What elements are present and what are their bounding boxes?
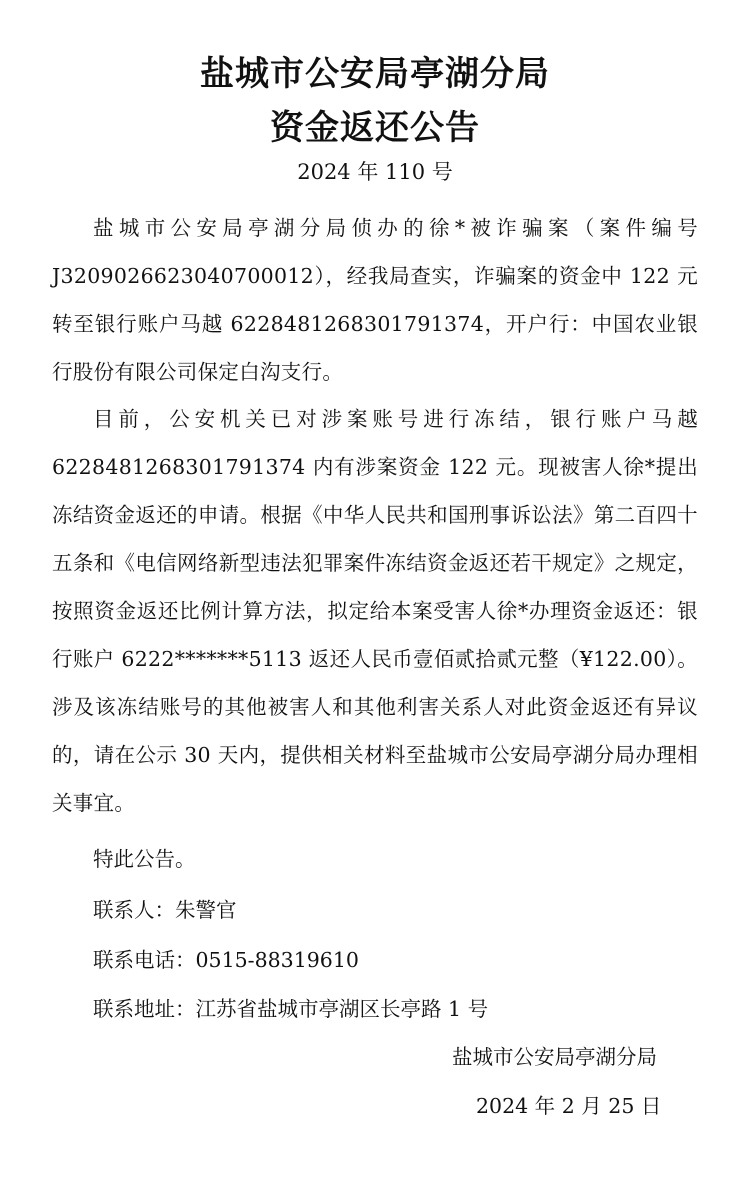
refund-paragraph: 目前，公安机关已对涉案账号进行冻结，银行账户马越6228481268301791374 内有涉案资金 122 元。现被害人徐*提出冻结资金返还的申请。根据《中华人民共和国刑事诉讼法》第二百四十五条和《电信网络新型违法犯罪案件冻结资金返还若干规定》之规定，按照资金返还比例计算方法，拟定给本案受害人徐*办理资金返还：银行账户 6222*******5113 返还人民币壹佰贰拾贰元整（¥122.00）。涉及该冻结账号的其他被害人和其他利害关系人对此资金返还有异议的，请在公示 30 天内，提供相关材料至盐城市公安局亭湖分局办理相关事宜。	[52, 407, 698, 815]
contact-phone: 联系电话：0515-88319610	[93, 948, 359, 972]
closing-statement: 特此公告。	[93, 847, 196, 871]
title-notice-type: 资金返还公告	[270, 108, 480, 148]
issue-date: 2024 年 2 月 25 日	[476, 1094, 662, 1118]
case-paragraph: 盐城市公安局亭湖分局侦办的徐*被诈骗案（案件编号J3209026623040700012），经我局查实，诈骗案的资金中 122 元转至银行账户马越 6228481268301791374，开户行：中国农业银行股份有限公司保定白沟支行。	[52, 216, 698, 384]
contact-address: 联系地址：江苏省盐城市亭湖区长亭路 1 号	[93, 997, 489, 1021]
signing-authority: 盐城市公安局亭湖分局	[452, 1045, 657, 1069]
document-number: 2024 年 110 号	[297, 160, 453, 184]
contact-person: 联系人：朱警官	[93, 898, 237, 922]
title-issuing-authority: 盐城市公安局亭湖分局	[200, 54, 550, 94]
